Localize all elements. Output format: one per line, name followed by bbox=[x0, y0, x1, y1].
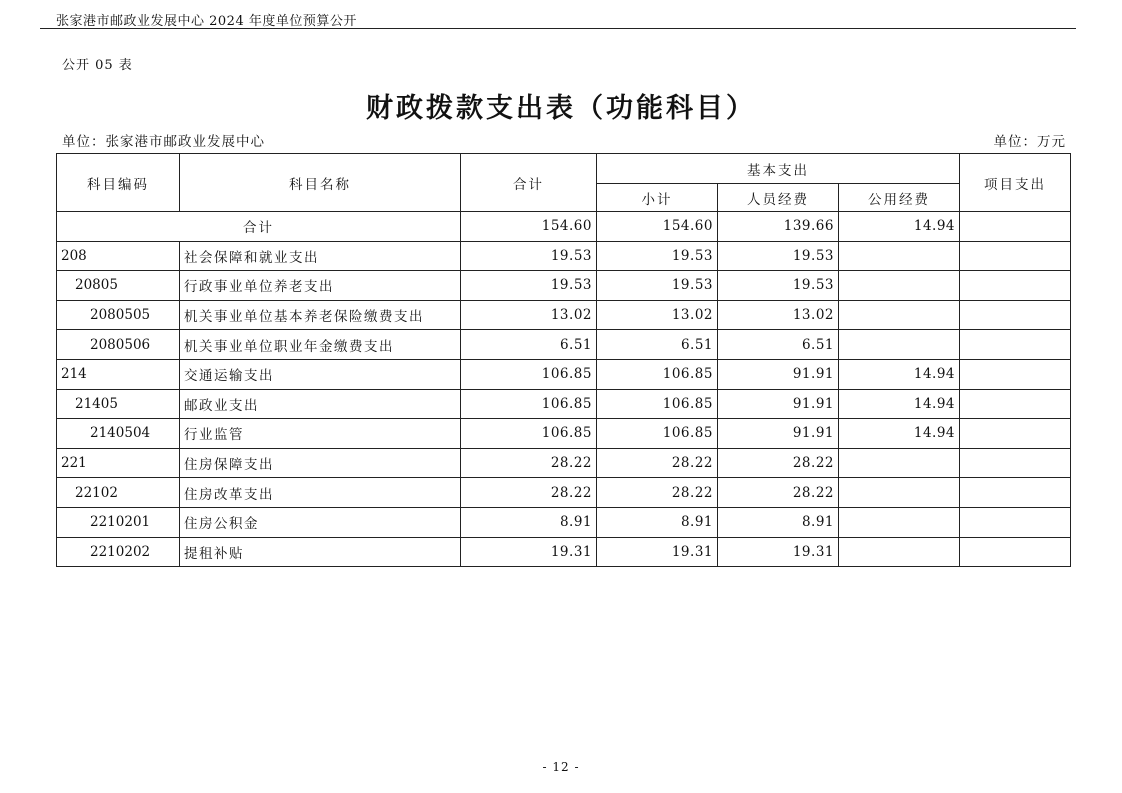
table-row bbox=[57, 330, 1071, 360]
table-row bbox=[57, 271, 1071, 301]
table-row bbox=[57, 448, 1071, 478]
row-subtotal: 106.85 bbox=[597, 359, 718, 389]
row-project bbox=[960, 300, 1071, 330]
row-name: 行政事业单位养老支出 bbox=[180, 271, 461, 301]
row-code: 221 bbox=[57, 448, 180, 478]
row-public: 14.94 bbox=[839, 359, 960, 389]
row-code: 208 bbox=[57, 241, 180, 271]
row-subtotal: 28.22 bbox=[597, 448, 718, 478]
table-row bbox=[57, 478, 1071, 508]
row-name: 机关事业单位职业年金缴费支出 bbox=[180, 330, 461, 360]
row-name: 邮政业支出 bbox=[180, 389, 461, 419]
table-row bbox=[57, 419, 1071, 449]
reporting-unit: 单位：张家港市邮政业发展中心 bbox=[62, 134, 265, 150]
header-code: 科目编码 bbox=[57, 154, 180, 212]
row-subtotal: 106.85 bbox=[597, 419, 718, 449]
table-row bbox=[57, 507, 1071, 537]
table-row bbox=[57, 537, 1071, 567]
table-row bbox=[57, 389, 1071, 419]
row-personnel: 19.31 bbox=[718, 537, 839, 567]
row-personnel: 19.53 bbox=[718, 241, 839, 271]
row-total: 106.85 bbox=[461, 389, 597, 419]
currency-unit: 单位：万元 bbox=[993, 134, 1066, 150]
row-public: 14.94 bbox=[839, 419, 960, 449]
row-project bbox=[960, 537, 1071, 567]
row-total: 106.85 bbox=[461, 359, 597, 389]
total-label: 合计 bbox=[57, 212, 461, 242]
row-total: 28.22 bbox=[461, 448, 597, 478]
row-code: 214 bbox=[57, 359, 180, 389]
table-row bbox=[57, 241, 1071, 271]
row-code: 2080505 bbox=[57, 300, 180, 330]
row-code: 2210201 bbox=[57, 507, 180, 537]
row-personnel: 28.22 bbox=[718, 448, 839, 478]
row-total: 19.53 bbox=[461, 271, 597, 301]
row-subtotal: 28.22 bbox=[597, 478, 718, 508]
row-total: 106.85 bbox=[461, 419, 597, 449]
table-row bbox=[57, 300, 1071, 330]
header-rule bbox=[40, 28, 1076, 29]
row-total: 28.22 bbox=[461, 478, 597, 508]
header-name: 科目名称 bbox=[180, 154, 461, 212]
total-personnel: 139.66 bbox=[718, 212, 839, 242]
row-public bbox=[839, 478, 960, 508]
header-total: 合计 bbox=[461, 154, 597, 212]
row-code: 2080506 bbox=[57, 330, 180, 360]
row-project bbox=[960, 419, 1071, 449]
row-name: 提租补贴 bbox=[180, 537, 461, 567]
header-subtotal: 小计 bbox=[597, 184, 718, 212]
row-name: 住房保障支出 bbox=[180, 448, 461, 478]
table-row bbox=[57, 359, 1071, 389]
row-public bbox=[839, 271, 960, 301]
row-public bbox=[839, 330, 960, 360]
row-code: 22102 bbox=[57, 478, 180, 508]
row-name: 住房改革支出 bbox=[180, 478, 461, 508]
row-personnel: 91.91 bbox=[718, 419, 839, 449]
row-total: 13.02 bbox=[461, 300, 597, 330]
row-public bbox=[839, 241, 960, 271]
row-project bbox=[960, 389, 1071, 419]
header-project: 项目支出 bbox=[960, 154, 1071, 212]
row-project bbox=[960, 507, 1071, 537]
total-subtotal: 154.60 bbox=[597, 212, 718, 242]
row-total: 8.91 bbox=[461, 507, 597, 537]
row-personnel: 28.22 bbox=[718, 478, 839, 508]
row-subtotal: 19.53 bbox=[597, 271, 718, 301]
table-header-row bbox=[57, 154, 1071, 184]
row-public bbox=[839, 448, 960, 478]
total-project bbox=[960, 212, 1071, 242]
row-subtotal: 19.31 bbox=[597, 537, 718, 567]
row-public bbox=[839, 300, 960, 330]
row-name: 行业监管 bbox=[180, 419, 461, 449]
row-personnel: 91.91 bbox=[718, 389, 839, 419]
row-name: 住房公积金 bbox=[180, 507, 461, 537]
total-amount: 154.60 bbox=[461, 212, 597, 242]
page-title: 财政拨款支出表（功能科目） bbox=[366, 93, 756, 124]
total-public: 14.94 bbox=[839, 212, 960, 242]
row-personnel: 6.51 bbox=[718, 330, 839, 360]
header-basic: 基本支出 bbox=[597, 154, 960, 184]
row-public bbox=[839, 507, 960, 537]
row-project bbox=[960, 271, 1071, 301]
row-project bbox=[960, 241, 1071, 271]
header-personnel: 人员经费 bbox=[718, 184, 839, 212]
row-code: 2210202 bbox=[57, 537, 180, 567]
row-personnel: 91.91 bbox=[718, 359, 839, 389]
row-total: 19.53 bbox=[461, 241, 597, 271]
form-code: 公开 05 表 bbox=[62, 58, 133, 73]
expenditure-table bbox=[56, 153, 1071, 567]
row-name: 交通运输支出 bbox=[180, 359, 461, 389]
row-code: 2140504 bbox=[57, 419, 180, 449]
row-project bbox=[960, 448, 1071, 478]
row-project bbox=[960, 330, 1071, 360]
row-name: 机关事业单位基本养老保险缴费支出 bbox=[180, 300, 461, 330]
row-personnel: 19.53 bbox=[718, 271, 839, 301]
row-subtotal: 6.51 bbox=[597, 330, 718, 360]
row-personnel: 13.02 bbox=[718, 300, 839, 330]
row-total: 6.51 bbox=[461, 330, 597, 360]
row-project bbox=[960, 359, 1071, 389]
row-personnel: 8.91 bbox=[718, 507, 839, 537]
row-public: 14.94 bbox=[839, 389, 960, 419]
page-number: - 12 - bbox=[542, 760, 580, 774]
row-total: 19.31 bbox=[461, 537, 597, 567]
row-name: 社会保障和就业支出 bbox=[180, 241, 461, 271]
row-subtotal: 19.53 bbox=[597, 241, 718, 271]
row-code: 20805 bbox=[57, 271, 180, 301]
running-header: 张家港市邮政业发展中心 2024 年度单位预算公开 bbox=[56, 14, 357, 29]
row-subtotal: 8.91 bbox=[597, 507, 718, 537]
row-project bbox=[960, 478, 1071, 508]
row-public bbox=[839, 537, 960, 567]
total-row bbox=[57, 212, 1071, 242]
header-public: 公用经费 bbox=[839, 184, 960, 212]
row-subtotal: 106.85 bbox=[597, 389, 718, 419]
row-subtotal: 13.02 bbox=[597, 300, 718, 330]
row-code: 21405 bbox=[57, 389, 180, 419]
